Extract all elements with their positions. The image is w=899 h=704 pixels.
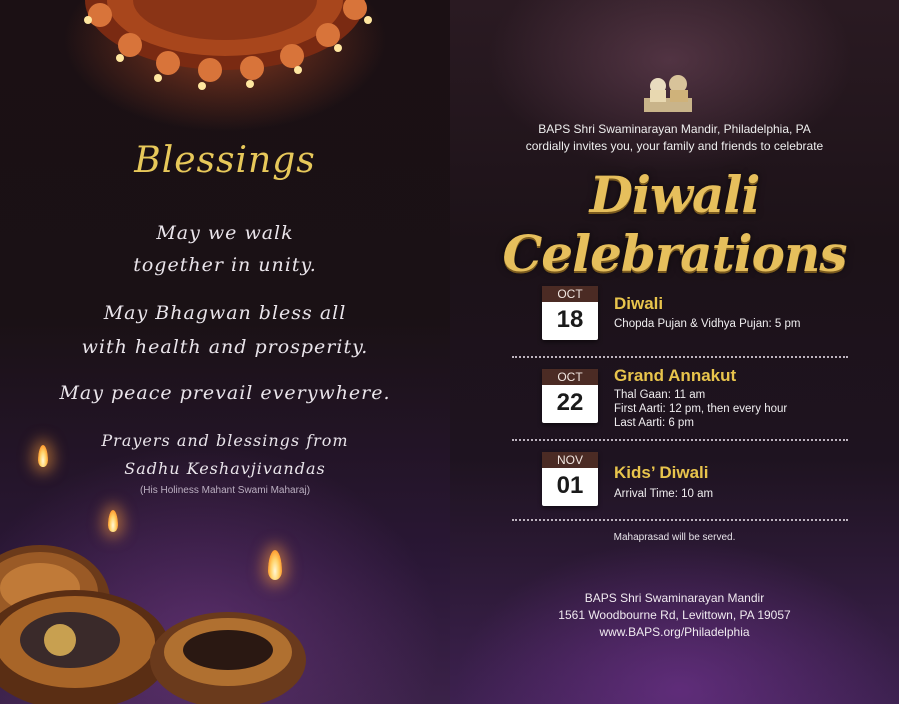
event-name: Kids’ Diwali (614, 463, 709, 482)
event-detail: Arrival Time: 10 am (614, 488, 714, 500)
event-title: Diwali Celebrations (502, 165, 847, 283)
invitation-line: cordially invites you, your family and friends to celebrate (525, 139, 824, 153)
invitation-panel (450, 0, 899, 704)
signature-intro: Prayers and blessings from (101, 431, 349, 450)
blessing-line-2: together in unity. (133, 254, 317, 276)
calendar-day: 18 (556, 306, 584, 333)
divider (512, 439, 848, 441)
divider (512, 356, 848, 358)
event-name: Diwali (614, 294, 664, 313)
event-detail: Chopda Pujan & Vidhya Pujan: 5 pm (614, 318, 801, 330)
organization-line: BAPS Shri Swaminarayan Mandir, Philadelphia, PA (538, 122, 811, 136)
diya-garland-icon (60, 0, 390, 110)
event-detail: First Aarti: 12 pm, then every hour (614, 403, 788, 415)
event-detail: Thal Gaan: 11 am (614, 389, 706, 401)
blessings-heading: Blessings (134, 140, 316, 181)
address-line-2: 1561 Woodbourne Rd, Levittown, PA 19057 (558, 608, 791, 622)
mahaprasad-note: Mahaprasad will be served. (613, 532, 736, 543)
blessing-line-1: May we walk (156, 222, 294, 244)
blessing-line-5: May peace prevail everywhere. (59, 382, 391, 404)
calendar-month: OCT (542, 286, 598, 302)
blessing-line-4: with health and prosperity. (81, 336, 369, 358)
event-detail: Last Aarti: 6 pm (614, 417, 694, 429)
deity-logo-icon (638, 72, 698, 114)
signature-title: (His Holiness Mahant Swami Maharaj) (139, 485, 311, 496)
diya-lamp-icon (0, 480, 320, 704)
calendar-month: NOV (542, 452, 598, 468)
calendar-month: OCT (542, 369, 598, 385)
signature-name: Sadhu Keshavjivandas (124, 459, 326, 478)
calendar-icon (542, 369, 598, 423)
calendar-day: 22 (556, 389, 584, 416)
calendar-day: 01 (556, 472, 584, 499)
address-line-1: BAPS Shri Swaminarayan Mandir (584, 591, 765, 605)
calendar-icon (542, 286, 598, 340)
event-name: Grand Annakut (614, 366, 737, 385)
divider (512, 519, 848, 521)
calendar-icon (542, 452, 598, 506)
website-link[interactable]: www.BAPS.org/Philadelphia (599, 625, 750, 639)
blessing-line-3: May Bhagwan bless all (103, 302, 347, 324)
